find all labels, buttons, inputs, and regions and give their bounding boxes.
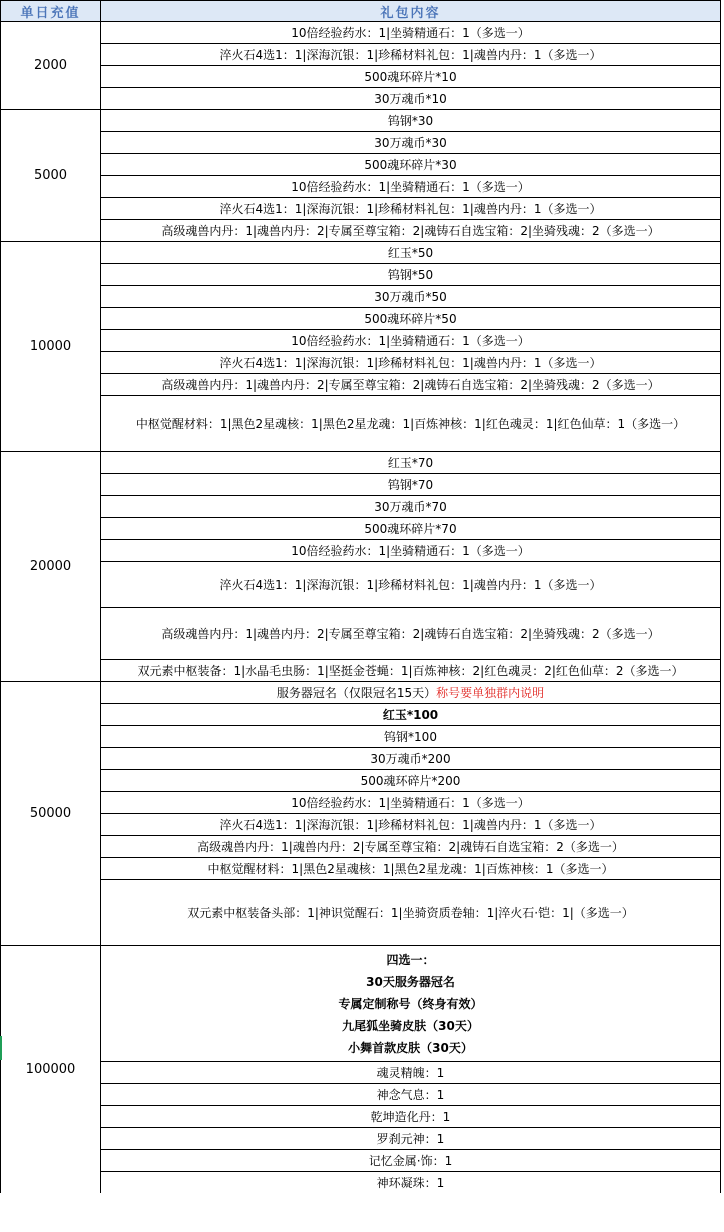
gift-item	[101, 154, 721, 176]
gift-item-text: 淬火石4选1：1|深海沉银：1|珍稀材料礼包：1|魂兽内丹：1（多选一）	[219, 817, 602, 832]
gift-item	[101, 22, 721, 44]
table-row	[1, 562, 721, 608]
gift-item	[101, 770, 721, 792]
gift-item	[101, 286, 721, 308]
table-row	[1, 452, 721, 474]
gift-item-text: 30万魂币*10	[374, 91, 447, 106]
gift-item	[101, 608, 721, 660]
tier-amount: 10000	[1, 242, 101, 452]
gift-item	[101, 1062, 721, 1084]
gift-item-text: 30万魂币*50	[374, 289, 447, 304]
table-row	[1, 496, 721, 518]
gift-item-text: 钨钢*100	[384, 729, 437, 744]
table-row	[1, 264, 721, 286]
row-selection-marker	[0, 1036, 2, 1060]
gift-item	[101, 132, 721, 154]
table-row	[1, 88, 721, 110]
table-row	[1, 792, 721, 814]
gift-item-note: 称号要单独群内说明	[436, 685, 545, 700]
table-row	[1, 1084, 721, 1106]
gift-item	[101, 474, 721, 496]
table-row	[1, 110, 721, 132]
choice-line: 小舞首款皮肤（30天）	[348, 1040, 473, 1055]
gift-item-text: 500魂环碎片*50	[364, 311, 457, 326]
table-row	[1, 858, 721, 880]
gift-item-text: 500魂环碎片*200	[360, 773, 461, 788]
tier-amount: 5000	[1, 110, 101, 242]
gift-item	[101, 374, 721, 396]
table-row	[1, 198, 721, 220]
gift-item-text: 罗刹元神：1	[376, 1131, 445, 1146]
tier-amount: 2000	[1, 22, 101, 110]
gift-item-text: 中枢觉醒材料：1|黑色2星魂核：1|黑色2星龙魂：1|百炼神核：1|红色魂灵：1|红色仙草：1（多选一）	[135, 416, 686, 431]
gift-item-text: 淬火石4选1：1|深海沉银：1|珍稀材料礼包：1|魂兽内丹：1（多选一）	[219, 577, 602, 592]
gift-item	[101, 220, 721, 242]
table-row	[1, 836, 721, 858]
gift-item-text: 高级魂兽内丹：1|魂兽内丹：2|专属至尊宝箱：2|魂铸石自选宝箱：2|坐骑残魂：2（多选一）	[161, 626, 660, 641]
table-row	[1, 66, 721, 88]
gift-item	[101, 66, 721, 88]
gift-item	[101, 540, 721, 562]
gift-item-text: 红玉*70	[387, 455, 434, 470]
table-row	[1, 1062, 721, 1084]
gift-item	[101, 518, 721, 540]
table-row	[1, 608, 721, 660]
table-row	[1, 704, 721, 726]
table-row	[1, 1106, 721, 1128]
gift-item-text: 双元素中枢装备头部：1|神识觉醒石：1|坐骑资质卷轴：1|淬火石·铠：1|（多选一）	[187, 905, 634, 920]
gift-item-text: 中枢觉醒材料：1|黑色2星魂核：1|黑色2星龙魂：1|百炼神核：1（多选一）	[207, 861, 614, 876]
gift-item-text: 淬火石4选1：1|深海沉银：1|珍稀材料礼包：1|魂兽内丹：1（多选一）	[219, 47, 602, 62]
table-row	[1, 396, 721, 452]
table-row	[1, 44, 721, 66]
table-row	[1, 880, 721, 946]
table-row	[1, 242, 721, 264]
header-row	[1, 1, 721, 22]
gift-item	[101, 814, 721, 836]
table-row	[1, 286, 721, 308]
gift-item	[101, 44, 721, 66]
gift-item	[101, 792, 721, 814]
table-row	[1, 474, 721, 496]
gift-item	[101, 88, 721, 110]
table-row	[1, 1128, 721, 1150]
table-row	[1, 946, 721, 1062]
gift-item	[101, 660, 721, 682]
table-row	[1, 132, 721, 154]
tier-amount: 20000	[1, 452, 101, 682]
gift-item	[101, 1172, 721, 1194]
gift-item-text: 红玉*100	[382, 707, 439, 722]
gift-item	[101, 264, 721, 286]
gift-item	[101, 496, 721, 518]
gift-item	[101, 858, 721, 880]
gift-item-text: 乾坤造化丹：1	[370, 1109, 451, 1124]
gift-item	[101, 1150, 721, 1172]
choice-line: 专属定制称号（终身有效）	[338, 996, 483, 1011]
blank-area	[0, 1193, 724, 1232]
choice-line: 九尾狐坐骑皮肤（30天）	[342, 1018, 479, 1033]
gift-item	[101, 704, 721, 726]
gift-item	[101, 308, 721, 330]
tier-amount: 100000	[1, 946, 101, 1194]
gift-item-text: 高级魂兽内丹：1|魂兽内丹：2|专属至尊宝箱：2|魂铸石自选宝箱：2|坐骑残魂：2（多选一）	[161, 223, 660, 238]
gift-item	[101, 946, 721, 1062]
gift-item	[101, 682, 721, 704]
gift-item-text: 钨钢*30	[387, 113, 434, 128]
table-row	[1, 540, 721, 562]
gift-item	[101, 726, 721, 748]
gift-item-text: 500魂环碎片*70	[364, 521, 457, 536]
gift-item-text: 30万魂币*30	[374, 135, 447, 150]
gift-item-text: 钨钢*50	[387, 267, 434, 282]
gift-item-text: 淬火石4选1：1|深海沉银：1|珍稀材料礼包：1|魂兽内丹：1（多选一）	[219, 355, 602, 370]
table-body	[1, 22, 721, 1194]
gift-item-text: 钨钢*70	[387, 477, 434, 492]
table-row	[1, 1172, 721, 1194]
gift-item-text: 记忆金属·饰：1	[368, 1153, 453, 1168]
gift-item	[101, 452, 721, 474]
gift-item-text: 10倍经验药水：1|坐骑精通石：1（多选一）	[291, 795, 530, 810]
table-row	[1, 682, 721, 704]
gift-item	[101, 176, 721, 198]
gift-item	[101, 198, 721, 220]
table-row	[1, 748, 721, 770]
table-row	[1, 352, 721, 374]
gift-item-text: 30万魂币*200	[370, 751, 451, 766]
gift-item-text: 红玉*50	[387, 245, 434, 260]
gift-item	[101, 836, 721, 858]
gift-item	[101, 1084, 721, 1106]
gift-item-text: 魂灵精魄：1	[376, 1065, 445, 1080]
table-row	[1, 220, 721, 242]
gift-item-text: 10倍经验药水：1|坐骑精通石：1（多选一）	[291, 179, 530, 194]
gift-item-text: 10倍经验药水：1|坐骑精通石：1（多选一）	[291, 543, 530, 558]
gift-item-text: 淬火石4选1：1|深海沉银：1|珍稀材料礼包：1|魂兽内丹：1（多选一）	[219, 201, 602, 216]
gift-item	[101, 1128, 721, 1150]
gift-item-text: 30万魂币*70	[374, 499, 447, 514]
gift-item-text: 服务器冠名（仅限冠名15天）	[276, 685, 437, 700]
table-row	[1, 154, 721, 176]
header-content: 礼包内容	[101, 1, 721, 22]
gift-item-text: 500魂环碎片*10	[364, 69, 457, 84]
table-row	[1, 22, 721, 44]
gift-item-text: 10倍经验药水：1|坐骑精通石：1（多选一）	[291, 333, 530, 348]
table-row	[1, 726, 721, 748]
table-row	[1, 660, 721, 682]
table-row	[1, 330, 721, 352]
gift-item-text: 500魂环碎片*30	[364, 157, 457, 172]
table-row	[1, 518, 721, 540]
gift-item	[101, 352, 721, 374]
table-row	[1, 374, 721, 396]
choice-line: 30天服务器冠名	[366, 974, 455, 989]
choice-line: 四选一：	[386, 952, 435, 967]
gift-item	[101, 110, 721, 132]
gift-item	[101, 880, 721, 946]
gift-item-text: 高级魂兽内丹：1|魂兽内丹：2|专属至尊宝箱：2|魂铸石自选宝箱：2（多选一）	[197, 839, 624, 854]
gift-item	[101, 330, 721, 352]
gift-item	[101, 396, 721, 452]
gift-item-text: 双元素中枢装备：1|水晶毛虫肠：1|坚挺金苍蝇：1|百炼神核：2|红色魂灵：2|红色仙草：2（多选一）	[137, 663, 684, 678]
table-row	[1, 308, 721, 330]
header-amount: 单日充值	[1, 1, 101, 22]
gift-item-text: 10倍经验药水：1|坐骑精通石：1（多选一）	[291, 25, 530, 40]
gift-item-text: 神念气息：1	[376, 1087, 445, 1102]
table-row	[1, 1150, 721, 1172]
tier-amount: 50000	[1, 682, 101, 946]
table-row	[1, 814, 721, 836]
table-row	[1, 176, 721, 198]
gift-item-text: 神环凝珠：1	[376, 1175, 445, 1190]
gift-item	[101, 1106, 721, 1128]
gift-item	[101, 242, 721, 264]
table-row	[1, 770, 721, 792]
gift-item	[101, 562, 721, 608]
gift-item	[101, 748, 721, 770]
gift-item-text: 高级魂兽内丹：1|魂兽内丹：2|专属至尊宝箱：2|魂铸石自选宝箱：2|坐骑残魂：2（多选一）	[161, 377, 660, 392]
